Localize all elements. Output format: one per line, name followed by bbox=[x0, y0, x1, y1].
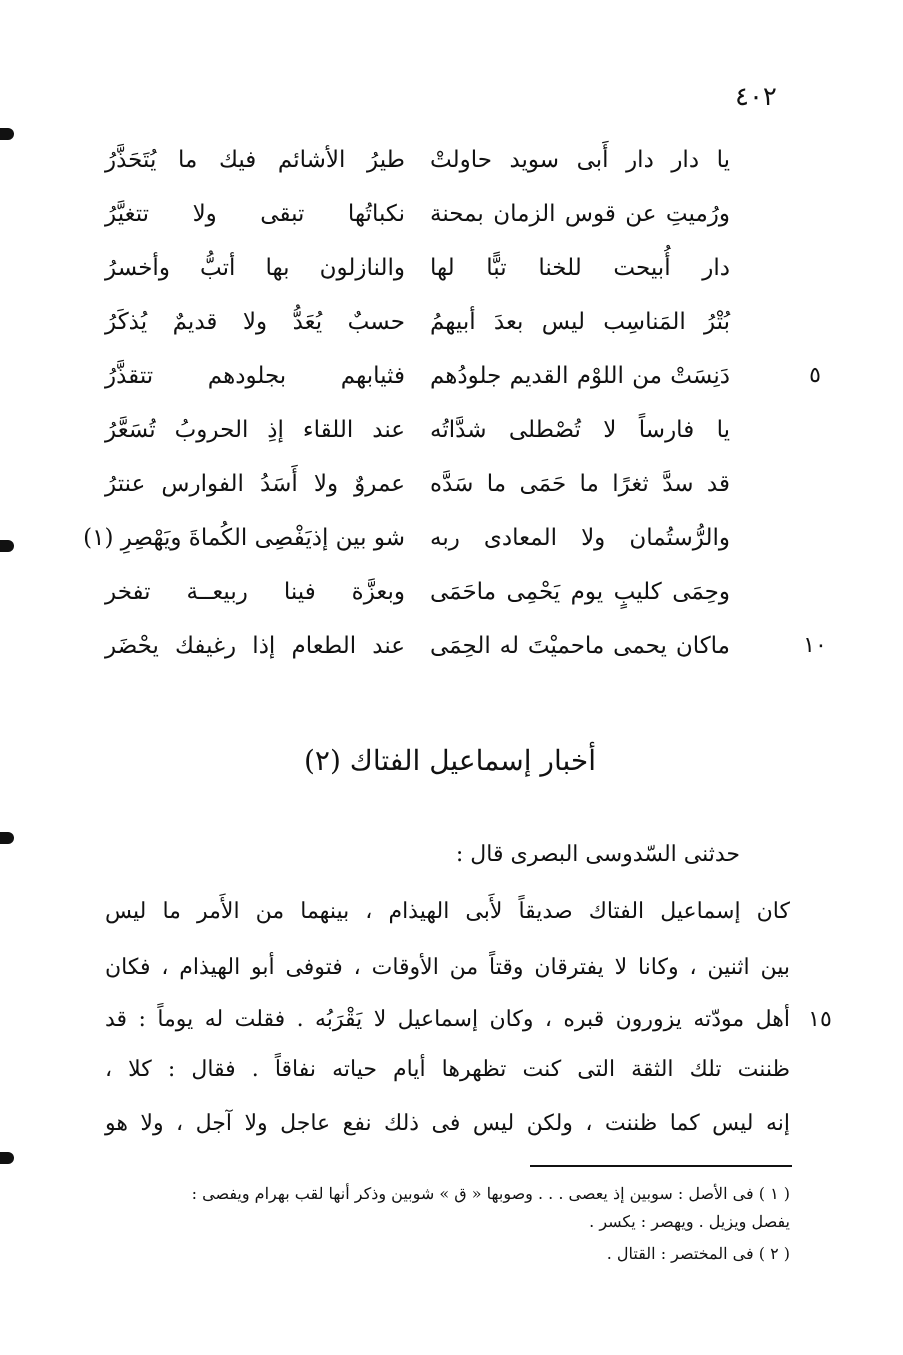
prose-intro: حدثنى السّدوسى البصرى قال : bbox=[455, 842, 740, 867]
verse-first-hemistich: بُتْرُ المَناسِب ليس بعدَ أبيهمُ bbox=[430, 309, 730, 335]
verse-second-hemistich: فثيابهم بجلودهم تتقذَّرُ bbox=[105, 363, 405, 389]
prose-line: كان إسماعيل الفتاك صديقاً لأَبى الهيذام ، بينهما من الأَمر ما ليس bbox=[105, 899, 790, 924]
prose-line: ظننت تلك الثقة التى كنت تظهرها أيام حياته نفاقاً . فقال : كلا ، bbox=[105, 1057, 790, 1082]
section-heading: أخبار إسماعيل الفتاك (٢) bbox=[303, 744, 597, 777]
verse-row bbox=[0, 354, 903, 398]
line-number: ٥ bbox=[809, 363, 821, 388]
verse-first-hemistich: قد سدَّ ثغرًا ما حَمَى ما سَدَّه bbox=[430, 471, 730, 497]
margin-mark bbox=[0, 832, 14, 844]
verse-first-hemistich: والرُّستُمان ولا المعادى ربه bbox=[430, 525, 730, 551]
line-number: ١٥ bbox=[808, 1007, 832, 1032]
verse-first-hemistich: وحِمَى كليبٍ يوم يَحْمِى ماحَمَى bbox=[430, 579, 730, 605]
prose-line: إنه ليس كما ظننت ، ولكن ليس فى ذلك نفع عاجل ولا آجل ، ولا هو bbox=[105, 1111, 790, 1136]
verse-second-hemistich: عند اللقاء إذِ الحروبُ تُسَعَّرُ bbox=[105, 417, 405, 443]
verse-second-hemistich: وبعزَّة فينا ربيعــة تفخر bbox=[105, 579, 405, 605]
verse-row bbox=[0, 516, 903, 560]
verse-row bbox=[0, 462, 903, 506]
verse-row bbox=[0, 246, 903, 290]
verse-row bbox=[0, 300, 903, 344]
verse-first-hemistich: يا دار دار أَبى سويد حاولتْ bbox=[430, 147, 730, 173]
verse-second-hemistich: طيرُ الأشائم فيك ما يُتَحَذَّرُ bbox=[105, 147, 405, 173]
prose-line: أهل مودّته يزورون قبره ، وكان إسماعيل لا يَقْرَبُه . فقلت له يوماً : قد bbox=[105, 1007, 790, 1032]
verse-second-hemistich: والنازلون بها أتبُّ وأخسرُ bbox=[105, 255, 405, 281]
line-number: ١٠ bbox=[803, 633, 827, 658]
verse-second-hemistich: حسبٌ يُعَدُّ ولا قديمٌ يُذكَرُ bbox=[105, 309, 405, 335]
verse-row bbox=[0, 192, 903, 236]
verse-row bbox=[0, 624, 903, 668]
page-number: ٤٠٢ bbox=[735, 82, 777, 112]
verse-first-hemistich: ماكان يحمى ماحميْتَ له الحِمَى bbox=[430, 633, 730, 659]
verse-row bbox=[0, 408, 903, 452]
footnote: ( ١ ) فى الأصل : سوبين إذ يعصى . . . وصوبها « ق » شوبين وذكر أنها لقب بهرام ويفصى : bbox=[191, 1184, 790, 1203]
verse-row bbox=[0, 138, 903, 182]
verse-second-hemistich: شو بين إذيَفْصِى الكُماةَ ويَهْصِرِ (١) bbox=[83, 525, 405, 551]
verse-first-hemistich: يا فارساً لا تُصْطلى شدَّاتُه bbox=[430, 417, 730, 443]
verse-first-hemistich: دَنِسَتْ من اللوْم القديم جلودُهم bbox=[430, 363, 730, 389]
verse-second-hemistich: نكباتُها تبقى ولا تتغيَّرُ bbox=[105, 201, 405, 227]
verse-first-hemistich: ورُميتِ عن قوس الزمان بمحنة bbox=[430, 201, 730, 227]
verse-second-hemistich: عند الطعام إذا رغيفك يحْضَر bbox=[105, 633, 405, 659]
verse-row bbox=[0, 570, 903, 614]
verse-second-hemistich: عمروٌ ولا أَسَدُ الفوارس عنترُ bbox=[105, 471, 405, 497]
footnote-rule bbox=[530, 1165, 792, 1167]
margin-mark bbox=[0, 1152, 14, 1164]
footnote: يفصل ويزيل . ويهصر : يكسر . bbox=[589, 1212, 790, 1231]
verse-first-hemistich: دار أُبيحت للخنا تبًّا لها bbox=[430, 255, 730, 281]
footnote: ( ٢ ) فى المختصر : القتال . bbox=[606, 1244, 790, 1263]
prose-line: بين اثنين ، وكانا لا يفترقان وقتاً من الأوقات ، فتوفى أبو الهيذام ، فكان bbox=[105, 955, 790, 980]
